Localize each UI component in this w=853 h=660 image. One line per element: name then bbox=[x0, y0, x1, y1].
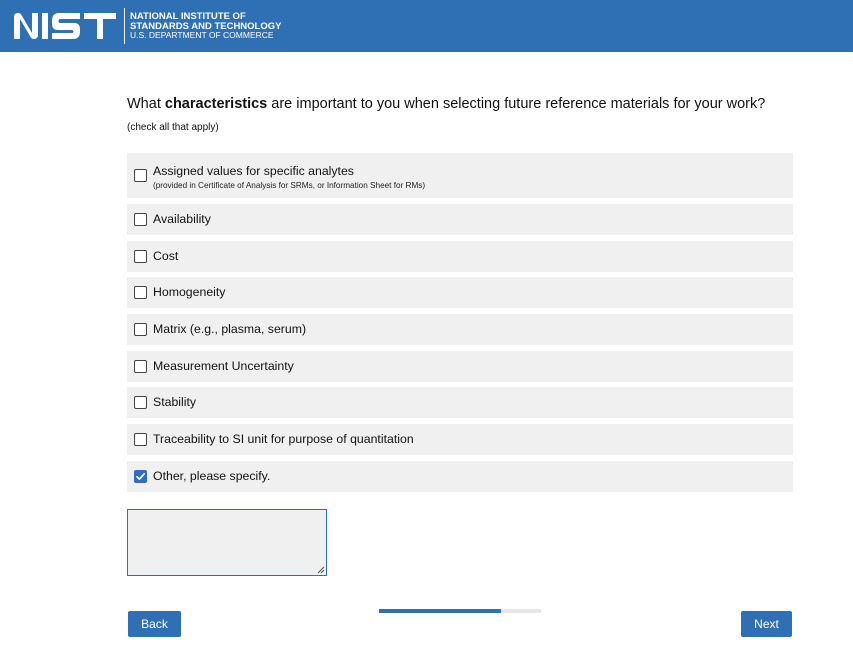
agency-name bbox=[130, 12, 281, 40]
checkbox[interactable] bbox=[134, 323, 147, 336]
checkbox[interactable] bbox=[134, 250, 147, 263]
site-header bbox=[0, 0, 853, 52]
option-label: Traceability to SI unit for purpose of quantitation bbox=[153, 432, 414, 447]
option-assigned-values[interactable] bbox=[127, 153, 793, 198]
next-button[interactable]: Next bbox=[741, 611, 792, 637]
checkbox[interactable] bbox=[134, 360, 147, 373]
option-other[interactable] bbox=[127, 461, 793, 492]
option-sublabel: (provided in Certificate of Analysis for SRMs, or Information Sheet for RMs) bbox=[153, 181, 426, 190]
option-label: Stability bbox=[153, 395, 197, 410]
checkmark-icon bbox=[135, 471, 146, 482]
option-cost[interactable] bbox=[127, 241, 793, 272]
agency-name-line1: NATIONAL INSTITUTE OF bbox=[130, 10, 246, 22]
other-specify-textarea[interactable] bbox=[127, 509, 327, 576]
option-label: Measurement Uncertainty bbox=[153, 358, 294, 373]
progress-fill bbox=[379, 609, 501, 613]
option-homogeneity[interactable] bbox=[127, 277, 793, 308]
checkbox-checked[interactable] bbox=[134, 470, 147, 483]
checkbox[interactable] bbox=[134, 433, 147, 446]
progress-bar bbox=[379, 609, 541, 613]
option-label: Other, please specify. bbox=[153, 468, 271, 483]
option-measurement-uncertainty[interactable] bbox=[127, 351, 793, 382]
checkbox[interactable] bbox=[134, 286, 147, 299]
option-label: Availability bbox=[153, 212, 211, 226]
checkbox[interactable] bbox=[134, 169, 147, 182]
agency-name-line2: STANDARDS AND TECHNOLOGY bbox=[130, 20, 282, 32]
option-label: Assigned values for specific analytes bbox=[153, 164, 354, 178]
option-traceability[interactable] bbox=[127, 424, 793, 455]
option-stability[interactable] bbox=[127, 387, 793, 418]
question-hint: (check all that apply) bbox=[127, 122, 219, 133]
logo-divider bbox=[124, 8, 125, 44]
option-label: Matrix (e.g., plasma, serum) bbox=[153, 322, 307, 337]
checkbox[interactable] bbox=[134, 396, 147, 409]
question-text-after: are important to you when selecting future reference materials for your work? bbox=[267, 96, 766, 112]
option-matrix[interactable] bbox=[127, 314, 793, 345]
nist-logo[interactable] bbox=[12, 8, 118, 44]
option-label: Cost bbox=[153, 248, 179, 263]
nist-wordmark-icon bbox=[12, 11, 118, 41]
resize-grip-icon[interactable] bbox=[316, 565, 325, 574]
agency-name-line3: U.S. DEPARTMENT OF COMMERCE bbox=[130, 30, 274, 41]
option-availability[interactable] bbox=[127, 204, 793, 235]
back-button[interactable]: Back bbox=[128, 611, 181, 637]
question-text bbox=[127, 93, 767, 139]
checkbox[interactable] bbox=[134, 213, 147, 226]
question-text-bold: characteristics bbox=[164, 96, 268, 112]
question-text-before: What bbox=[127, 96, 165, 112]
option-label: Homogeneity bbox=[153, 285, 226, 300]
options-list bbox=[127, 153, 793, 498]
